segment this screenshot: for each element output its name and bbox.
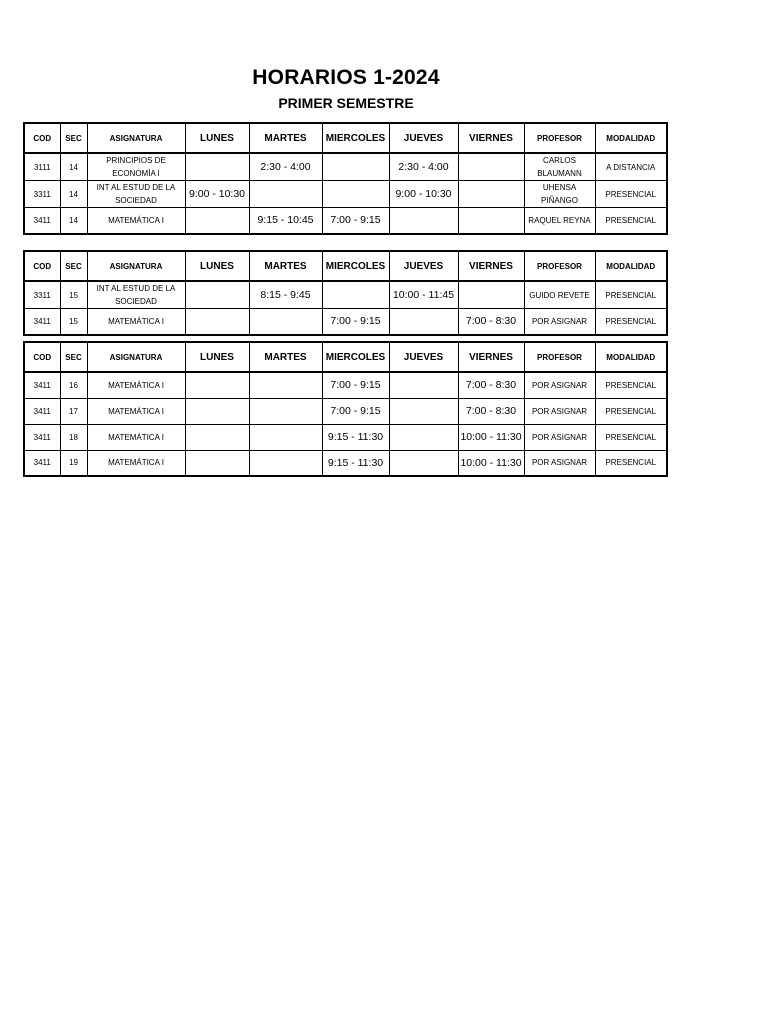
- cell-sec: 15: [60, 281, 87, 309]
- header-miercoles: MIERCOLES: [322, 123, 389, 153]
- header-jueves: JUEVES: [389, 342, 458, 372]
- cell-modalidad: A DISTANCIA: [595, 153, 667, 181]
- table-row: [24, 450, 667, 476]
- header-miercoles: MIERCOLES: [322, 251, 389, 281]
- cell-lunes: [185, 424, 249, 450]
- schedule-table-1: [23, 122, 668, 235]
- cell-lunes: [185, 398, 249, 424]
- header-lunes: LUNES: [185, 123, 249, 153]
- cell-jueves: 9:00 - 10:30: [389, 181, 458, 208]
- header-martes: MARTES: [249, 251, 322, 281]
- cell-viernes: [458, 281, 524, 309]
- cell-cod: 3111: [24, 153, 60, 181]
- cell-miercoles: [322, 281, 389, 309]
- cell-lunes: [185, 281, 249, 309]
- cell-cod: 3311: [24, 281, 60, 309]
- cell-sec: 15: [60, 309, 87, 335]
- cell-modalidad: PRESENCIAL: [595, 424, 667, 450]
- cell-jueves: [389, 424, 458, 450]
- header-cod: COD: [24, 342, 60, 372]
- page-subtitle: PRIMER SEMESTRE: [278, 95, 414, 111]
- header-cod: COD: [24, 251, 60, 281]
- cell-viernes: [458, 153, 524, 181]
- header-profesor: PROFESOR: [524, 342, 595, 372]
- header-jueves: JUEVES: [389, 123, 458, 153]
- cell-miercoles: [322, 153, 389, 181]
- table-row: [24, 208, 667, 234]
- cell-asignatura: MATEMÁTICA I: [87, 208, 185, 234]
- cell-modalidad: PRESENCIAL: [595, 281, 667, 309]
- cell-miercoles: 7:00 - 9:15: [322, 309, 389, 335]
- header-sec: SEC: [60, 251, 87, 281]
- cell-profesor: POR ASIGNAR: [524, 450, 595, 476]
- header-sec: SEC: [60, 342, 87, 372]
- header-modalidad: MODALIDAD: [595, 251, 667, 281]
- cell-asignatura: MATEMÁTICA I: [87, 372, 185, 398]
- cell-sec: 14: [60, 208, 87, 234]
- cell-cod: 3311: [24, 181, 60, 208]
- schedule-table-3: [23, 341, 668, 477]
- cell-jueves: [389, 398, 458, 424]
- cell-miercoles: 9:15 - 11:30: [322, 424, 389, 450]
- cell-lunes: [185, 372, 249, 398]
- cell-lunes: [185, 309, 249, 335]
- cell-cod: 3411: [24, 424, 60, 450]
- cell-jueves: [389, 372, 458, 398]
- cell-miercoles: 7:00 - 9:15: [322, 208, 389, 234]
- cell-cod: 3411: [24, 309, 60, 335]
- header-viernes: VIERNES: [458, 342, 524, 372]
- cell-sec: 16: [60, 372, 87, 398]
- schedule-table-2: [23, 250, 668, 336]
- cell-jueves: [389, 208, 458, 234]
- cell-profesor: POR ASIGNAR: [524, 309, 595, 335]
- cell-profesor: POR ASIGNAR: [524, 424, 595, 450]
- cell-sec: 18: [60, 424, 87, 450]
- cell-viernes: 10:00 - 11:30: [458, 424, 524, 450]
- cell-martes: 9:15 - 10:45: [249, 208, 322, 234]
- header-cod: COD: [24, 123, 60, 153]
- cell-cod: 3411: [24, 372, 60, 398]
- cell-sec: 14: [60, 181, 87, 208]
- header-martes: MARTES: [249, 123, 322, 153]
- cell-martes: [249, 181, 322, 208]
- header-profesor: PROFESOR: [524, 251, 595, 281]
- cell-modalidad: PRESENCIAL: [595, 181, 667, 208]
- cell-jueves: 2:30 - 4:00: [389, 153, 458, 181]
- header-jueves: JUEVES: [389, 251, 458, 281]
- header-profesor: PROFESOR: [524, 123, 595, 153]
- table-row: [24, 424, 667, 450]
- header-martes: MARTES: [249, 342, 322, 372]
- cell-viernes: [458, 181, 524, 208]
- cell-viernes: 7:00 - 8:30: [458, 398, 524, 424]
- cell-modalidad: PRESENCIAL: [595, 372, 667, 398]
- cell-jueves: [389, 309, 458, 335]
- cell-viernes: 7:00 - 8:30: [458, 372, 524, 398]
- header-sec: SEC: [60, 123, 87, 153]
- header-lunes: LUNES: [185, 251, 249, 281]
- cell-profesor: POR ASIGNAR: [524, 398, 595, 424]
- cell-cod: 3411: [24, 398, 60, 424]
- cell-profesor: RAQUEL REYNA: [524, 208, 595, 234]
- header-viernes: VIERNES: [458, 123, 524, 153]
- header-row: [24, 123, 667, 153]
- table-row: [24, 281, 667, 309]
- cell-miercoles: [322, 181, 389, 208]
- cell-miercoles: 7:00 - 9:15: [322, 398, 389, 424]
- cell-profesor: POR ASIGNAR: [524, 372, 595, 398]
- cell-profesor: UHENSA PIÑANGO: [524, 181, 595, 208]
- cell-profesor: GUIDO REVETE: [524, 281, 595, 309]
- table-row: [24, 372, 667, 398]
- header-lunes: LUNES: [185, 342, 249, 372]
- cell-cod: 3411: [24, 208, 60, 234]
- cell-asignatura: MATEMÁTICA I: [87, 309, 185, 335]
- header-row: [24, 342, 667, 372]
- header-miercoles: MIERCOLES: [322, 342, 389, 372]
- cell-viernes: 10:00 - 11:30: [458, 450, 524, 476]
- cell-asignatura: INT AL ESTUD DE LA SOCIEDAD: [87, 181, 185, 208]
- cell-lunes: 9:00 - 10:30: [185, 181, 249, 208]
- table-row: [24, 309, 667, 335]
- cell-asignatura: PRINCIPIOS DE ECONOMÍA I: [87, 153, 185, 181]
- cell-asignatura: MATEMÁTICA I: [87, 450, 185, 476]
- cell-viernes: [458, 208, 524, 234]
- table-row: [24, 153, 667, 181]
- cell-jueves: 10:00 - 11:45: [389, 281, 458, 309]
- cell-miercoles: 7:00 - 9:15: [322, 372, 389, 398]
- cell-modalidad: PRESENCIAL: [595, 208, 667, 234]
- cell-martes: [249, 372, 322, 398]
- cell-modalidad: PRESENCIAL: [595, 309, 667, 335]
- cell-lunes: [185, 153, 249, 181]
- cell-martes: [249, 424, 322, 450]
- cell-viernes: 7:00 - 8:30: [458, 309, 524, 335]
- cell-martes: 2:30 - 4:00: [249, 153, 322, 181]
- cell-martes: [249, 309, 322, 335]
- cell-martes: [249, 398, 322, 424]
- cell-lunes: [185, 450, 249, 476]
- cell-asignatura: MATEMÁTICA I: [87, 424, 185, 450]
- cell-cod: 3411: [24, 450, 60, 476]
- cell-asignatura: INT AL ESTUD DE LA SOCIEDAD: [87, 281, 185, 309]
- cell-sec: 19: [60, 450, 87, 476]
- header-modalidad: MODALIDAD: [595, 123, 667, 153]
- header-viernes: VIERNES: [458, 251, 524, 281]
- cell-asignatura: MATEMÁTICA I: [87, 398, 185, 424]
- cell-profesor: CARLOS BLAUMANN: [524, 153, 595, 181]
- header-asignatura: ASIGNATURA: [87, 342, 185, 372]
- table-row: [24, 181, 667, 208]
- cell-sec: 17: [60, 398, 87, 424]
- page-title: HORARIOS 1-2024: [252, 66, 440, 89]
- cell-jueves: [389, 450, 458, 476]
- cell-miercoles: 9:15 - 11:30: [322, 450, 389, 476]
- header-modalidad: MODALIDAD: [595, 342, 667, 372]
- cell-lunes: [185, 208, 249, 234]
- cell-martes: 8:15 - 9:45: [249, 281, 322, 309]
- cell-modalidad: PRESENCIAL: [595, 450, 667, 476]
- cell-sec: 14: [60, 153, 87, 181]
- table-row: [24, 398, 667, 424]
- cell-modalidad: PRESENCIAL: [595, 398, 667, 424]
- header-row: [24, 251, 667, 281]
- cell-martes: [249, 450, 322, 476]
- header-asignatura: ASIGNATURA: [87, 251, 185, 281]
- header-asignatura: ASIGNATURA: [87, 123, 185, 153]
